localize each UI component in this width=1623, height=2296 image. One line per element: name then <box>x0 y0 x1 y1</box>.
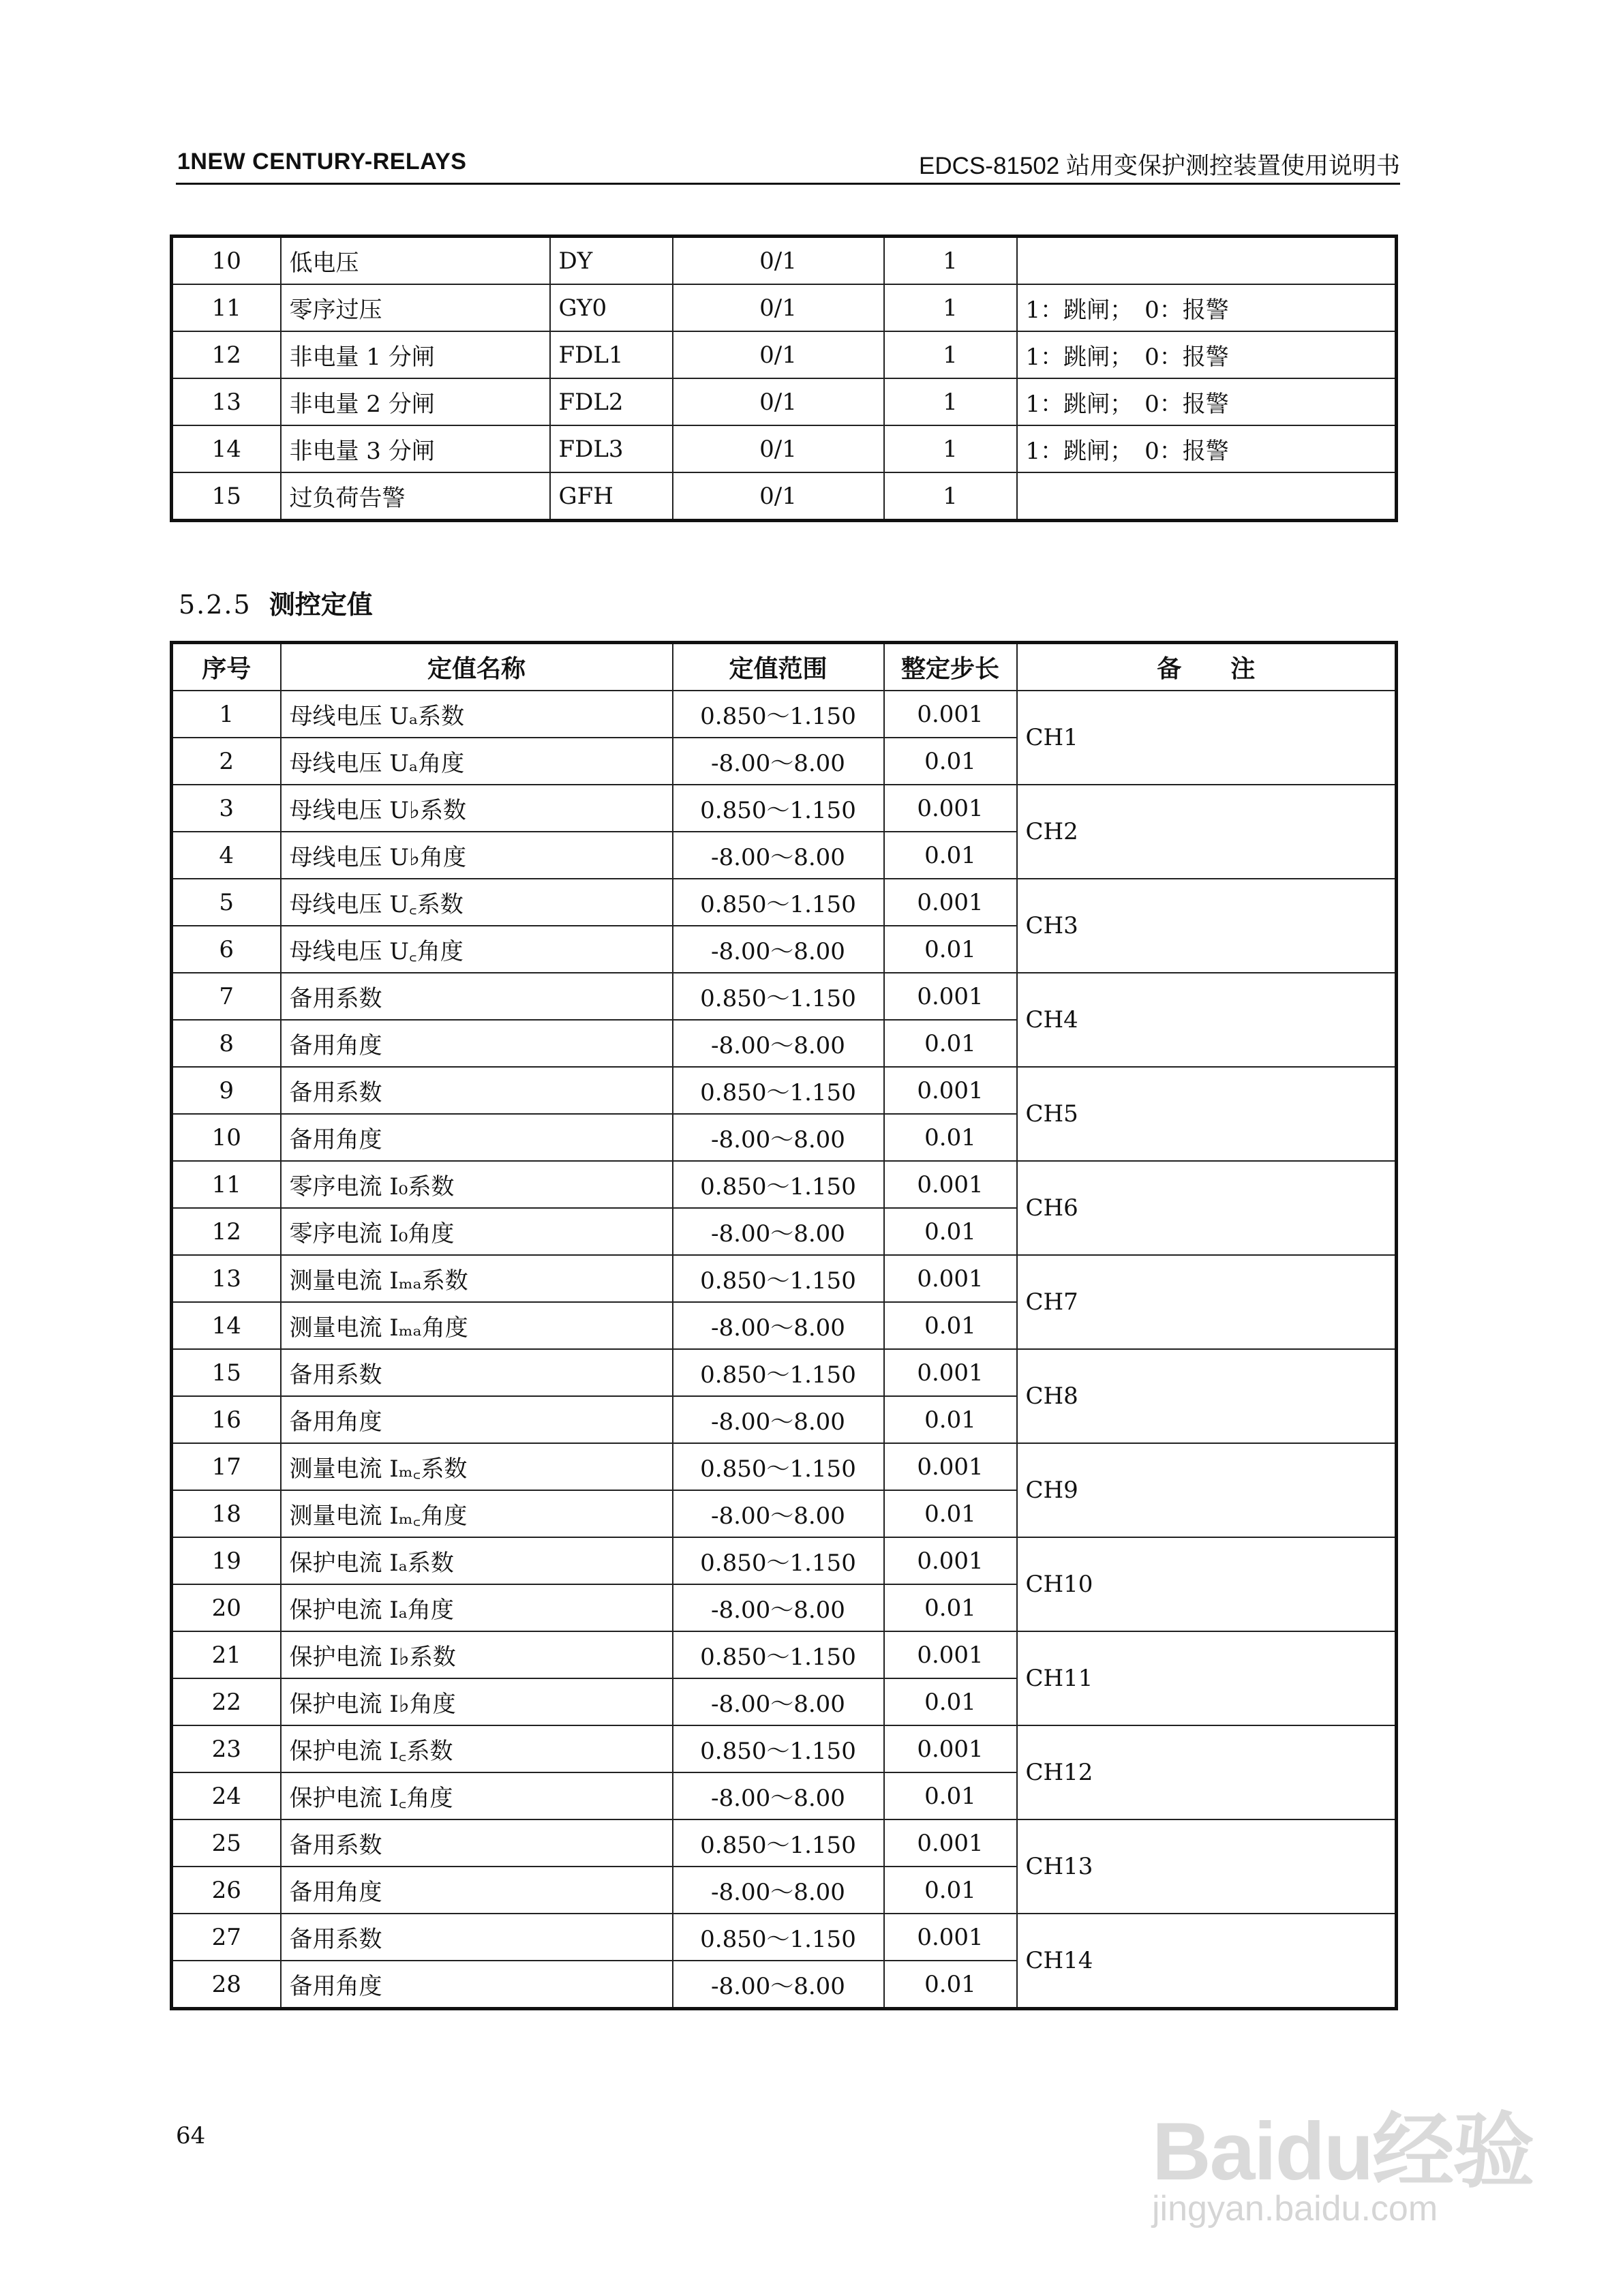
row-number: 27 <box>172 1914 281 1961</box>
header-no: 序号 <box>172 643 281 691</box>
setting-range: 0.850～1.150 <box>673 1349 884 1396</box>
row-number: 10 <box>172 237 281 285</box>
row-number: 25 <box>172 1819 281 1867</box>
table-row <box>172 1914 1397 1961</box>
setting-name: 母线电压 U꜀角度 <box>281 926 673 973</box>
setting-name: 保护电流 Iₐ系数 <box>281 1537 673 1584</box>
row-number: 4 <box>172 832 281 879</box>
setting-note <box>1017 237 1397 285</box>
setting-range: -8.00～8.00 <box>673 926 884 973</box>
setting-name: 备用角度 <box>281 1114 673 1161</box>
setting-step: 0.001 <box>884 1349 1017 1396</box>
setting-default: 1 <box>884 331 1017 378</box>
setting-code: FDL2 <box>550 378 673 425</box>
setting-name: 低电压 <box>281 237 550 285</box>
section-number: 5.2.5 <box>179 590 252 620</box>
setting-note: 1：跳闸； 0：报警 <box>1017 331 1397 378</box>
row-number: 7 <box>172 973 281 1020</box>
page-header <box>176 142 1400 185</box>
table-row <box>172 1819 1397 1867</box>
setting-name: 保护电流 Iₐ角度 <box>281 1584 673 1631</box>
section-title: 测控定值 <box>269 589 373 620</box>
table-row <box>172 1161 1397 1208</box>
watermark-url: jingyan.baidu.com <box>1152 2189 1438 2229</box>
setting-range: 0.850～1.150 <box>673 691 884 738</box>
setting-range: 0/1 <box>673 425 884 472</box>
settings-table-continued <box>170 235 1398 522</box>
setting-range: 0.850～1.150 <box>673 1631 884 1678</box>
setting-range: -8.00～8.00 <box>673 1490 884 1537</box>
brand-name: 1NEW CENTURY-RELAYS <box>177 149 467 175</box>
page-number: 64 <box>176 2122 206 2149</box>
setting-name: 非电量 1 分闸 <box>281 331 550 378</box>
channel-note: CH6 <box>1017 1161 1397 1255</box>
setting-step: 0.001 <box>884 1443 1017 1490</box>
setting-step: 0.001 <box>884 879 1017 926</box>
setting-step: 0.01 <box>884 1867 1017 1914</box>
channel-note: CH3 <box>1017 879 1397 973</box>
setting-default: 1 <box>884 237 1017 285</box>
setting-name: 备用系数 <box>281 1819 673 1867</box>
row-number: 11 <box>172 1161 281 1208</box>
setting-range: 0.850～1.150 <box>673 1255 884 1302</box>
setting-name: 非电量 2 分闸 <box>281 378 550 425</box>
setting-step: 0.001 <box>884 1067 1017 1114</box>
document-title: EDCS-81502 站用变保护测控装置使用说明书 <box>919 153 1400 179</box>
row-number: 12 <box>172 331 281 378</box>
setting-name: 母线电压 Uₐ角度 <box>281 738 673 785</box>
channel-note: CH1 <box>1017 691 1397 785</box>
setting-step: 0.01 <box>884 832 1017 879</box>
setting-range: -8.00～8.00 <box>673 1302 884 1349</box>
setting-name: 过负荷告警 <box>281 472 550 521</box>
row-number: 15 <box>172 472 281 521</box>
row-number: 12 <box>172 1208 281 1255</box>
row-number: 16 <box>172 1396 281 1443</box>
setting-name: 备用系数 <box>281 1914 673 1961</box>
setting-step: 0.01 <box>884 1584 1017 1631</box>
row-number: 1 <box>172 691 281 738</box>
setting-name: 保护电流 I♭角度 <box>281 1678 673 1725</box>
row-number: 6 <box>172 926 281 973</box>
table-row <box>172 973 1397 1020</box>
table-row <box>172 785 1397 832</box>
table-header-row <box>172 643 1397 691</box>
setting-step: 0.01 <box>884 1678 1017 1725</box>
table-row <box>172 1067 1397 1114</box>
setting-name: 测量电流 Iₘ꜀系数 <box>281 1443 673 1490</box>
setting-range: -8.00～8.00 <box>673 1867 884 1914</box>
channel-note: CH5 <box>1017 1067 1397 1161</box>
watermark-logo: Baidu经验 <box>1152 2106 1534 2197</box>
header-step: 整定步长 <box>884 643 1017 691</box>
channel-note: CH10 <box>1017 1537 1397 1631</box>
setting-name: 保护电流 I꜀系数 <box>281 1725 673 1772</box>
setting-range: 0.850～1.150 <box>673 1067 884 1114</box>
setting-name: 零序电流 I₀系数 <box>281 1161 673 1208</box>
section-heading <box>179 584 373 621</box>
setting-name: 备用系数 <box>281 973 673 1020</box>
header-name: 定值名称 <box>281 643 673 691</box>
row-number: 13 <box>172 378 281 425</box>
table-row <box>172 425 1397 472</box>
setting-range: 0.850～1.150 <box>673 1443 884 1490</box>
setting-step: 0.01 <box>884 1020 1017 1067</box>
row-number: 8 <box>172 1020 281 1067</box>
setting-name: 零序过压 <box>281 284 550 331</box>
setting-range: -8.00～8.00 <box>673 1961 884 2009</box>
setting-step: 0.01 <box>884 1302 1017 1349</box>
setting-name: 母线电压 U♭系数 <box>281 785 673 832</box>
setting-name: 母线电压 U꜀系数 <box>281 879 673 926</box>
row-number: 5 <box>172 879 281 926</box>
row-number: 24 <box>172 1772 281 1819</box>
setting-name: 保护电流 I꜀角度 <box>281 1772 673 1819</box>
measurement-settings-table <box>170 641 1398 2010</box>
setting-step: 0.001 <box>884 1725 1017 1772</box>
setting-name: 备用角度 <box>281 1961 673 2009</box>
setting-name: 备用角度 <box>281 1396 673 1443</box>
setting-default: 1 <box>884 425 1017 472</box>
row-number: 23 <box>172 1725 281 1772</box>
setting-step: 0.01 <box>884 1208 1017 1255</box>
row-number: 20 <box>172 1584 281 1631</box>
setting-range: -8.00～8.00 <box>673 1396 884 1443</box>
channel-note: CH7 <box>1017 1255 1397 1349</box>
setting-range: -8.00～8.00 <box>673 1208 884 1255</box>
row-number: 3 <box>172 785 281 832</box>
setting-step: 0.01 <box>884 1490 1017 1537</box>
table-row <box>172 1255 1397 1302</box>
setting-range: -8.00～8.00 <box>673 1584 884 1631</box>
setting-step: 0.01 <box>884 1961 1017 2009</box>
table-row <box>172 331 1397 378</box>
channel-note: CH4 <box>1017 973 1397 1067</box>
setting-range: 0.850～1.150 <box>673 1537 884 1584</box>
setting-name: 测量电流 Iₘₐ角度 <box>281 1302 673 1349</box>
channel-note: CH9 <box>1017 1443 1397 1537</box>
setting-range: -8.00～8.00 <box>673 1772 884 1819</box>
setting-range: 0.850～1.150 <box>673 1914 884 1961</box>
row-number: 14 <box>172 425 281 472</box>
row-number: 26 <box>172 1867 281 1914</box>
setting-step: 0.001 <box>884 1537 1017 1584</box>
setting-code: FDL1 <box>550 331 673 378</box>
row-number: 2 <box>172 738 281 785</box>
setting-step: 0.01 <box>884 926 1017 973</box>
channel-note: CH12 <box>1017 1725 1397 1819</box>
channel-note: CH11 <box>1017 1631 1397 1725</box>
setting-code: GY0 <box>550 284 673 331</box>
header-note: 备 注 <box>1017 643 1397 691</box>
row-number: 10 <box>172 1114 281 1161</box>
setting-range: 0/1 <box>673 331 884 378</box>
table-row <box>172 1725 1397 1772</box>
setting-range: 0/1 <box>673 237 884 285</box>
row-number: 14 <box>172 1302 281 1349</box>
setting-note: 1：跳闸； 0：报警 <box>1017 425 1397 472</box>
setting-range: 0.850～1.150 <box>673 879 884 926</box>
setting-name: 备用角度 <box>281 1867 673 1914</box>
setting-name: 保护电流 I♭系数 <box>281 1631 673 1678</box>
setting-step: 0.001 <box>884 1819 1017 1867</box>
setting-name: 母线电压 Uₐ系数 <box>281 691 673 738</box>
table-row <box>172 879 1397 926</box>
row-number: 28 <box>172 1961 281 2009</box>
setting-range: 0/1 <box>673 472 884 521</box>
setting-range: 0.850～1.150 <box>673 1725 884 1772</box>
row-number: 11 <box>172 284 281 331</box>
setting-name: 母线电压 U♭角度 <box>281 832 673 879</box>
setting-step: 0.01 <box>884 1396 1017 1443</box>
setting-step: 0.01 <box>884 1772 1017 1819</box>
setting-step: 0.01 <box>884 1114 1017 1161</box>
table-row <box>172 1631 1397 1678</box>
channel-note: CH14 <box>1017 1914 1397 2009</box>
table-row <box>172 1349 1397 1396</box>
setting-range: -8.00～8.00 <box>673 832 884 879</box>
setting-note <box>1017 472 1397 521</box>
watermark <box>1152 2072 1534 2243</box>
table-row <box>172 1537 1397 1584</box>
header-range: 定值范围 <box>673 643 884 691</box>
row-number: 13 <box>172 1255 281 1302</box>
setting-range: 0.850～1.150 <box>673 973 884 1020</box>
setting-code: GFH <box>550 472 673 521</box>
setting-range: -8.00～8.00 <box>673 738 884 785</box>
setting-code: FDL3 <box>550 425 673 472</box>
row-number: 18 <box>172 1490 281 1537</box>
setting-step: 0.001 <box>884 785 1017 832</box>
setting-step: 0.001 <box>884 973 1017 1020</box>
setting-default: 1 <box>884 378 1017 425</box>
setting-note: 1：跳闸； 0：报警 <box>1017 284 1397 331</box>
setting-default: 1 <box>884 472 1017 521</box>
row-number: 19 <box>172 1537 281 1584</box>
setting-step: 0.001 <box>884 1255 1017 1302</box>
row-number: 22 <box>172 1678 281 1725</box>
setting-name: 零序电流 I₀角度 <box>281 1208 673 1255</box>
setting-name: 非电量 3 分闸 <box>281 425 550 472</box>
setting-range: -8.00～8.00 <box>673 1678 884 1725</box>
setting-step: 0.001 <box>884 1914 1017 1961</box>
setting-step: 0.001 <box>884 1631 1017 1678</box>
channel-note: CH2 <box>1017 785 1397 879</box>
setting-range: 0/1 <box>673 284 884 331</box>
setting-step: 0.001 <box>884 1161 1017 1208</box>
setting-step: 0.001 <box>884 691 1017 738</box>
table-row <box>172 284 1397 331</box>
table-row <box>172 691 1397 738</box>
setting-default: 1 <box>884 284 1017 331</box>
setting-range: -8.00～8.00 <box>673 1114 884 1161</box>
channel-note: CH8 <box>1017 1349 1397 1443</box>
setting-note: 1：跳闸； 0：报警 <box>1017 378 1397 425</box>
channel-note: CH13 <box>1017 1819 1397 1914</box>
row-number: 9 <box>172 1067 281 1114</box>
setting-code: DY <box>550 237 673 285</box>
table-row <box>172 1443 1397 1490</box>
table-row <box>172 237 1397 285</box>
setting-range: 0.850～1.150 <box>673 1819 884 1867</box>
setting-name: 测量电流 Iₘₐ系数 <box>281 1255 673 1302</box>
setting-range: 0/1 <box>673 378 884 425</box>
table-row <box>172 378 1397 425</box>
table-row <box>172 472 1397 521</box>
row-number: 21 <box>172 1631 281 1678</box>
setting-name: 备用系数 <box>281 1067 673 1114</box>
setting-step: 0.01 <box>884 738 1017 785</box>
row-number: 17 <box>172 1443 281 1490</box>
setting-name: 测量电流 Iₘ꜀角度 <box>281 1490 673 1537</box>
setting-range: -8.00～8.00 <box>673 1020 884 1067</box>
setting-name: 备用系数 <box>281 1349 673 1396</box>
setting-range: 0.850～1.150 <box>673 785 884 832</box>
setting-range: 0.850～1.150 <box>673 1161 884 1208</box>
setting-name: 备用角度 <box>281 1020 673 1067</box>
row-number: 15 <box>172 1349 281 1396</box>
